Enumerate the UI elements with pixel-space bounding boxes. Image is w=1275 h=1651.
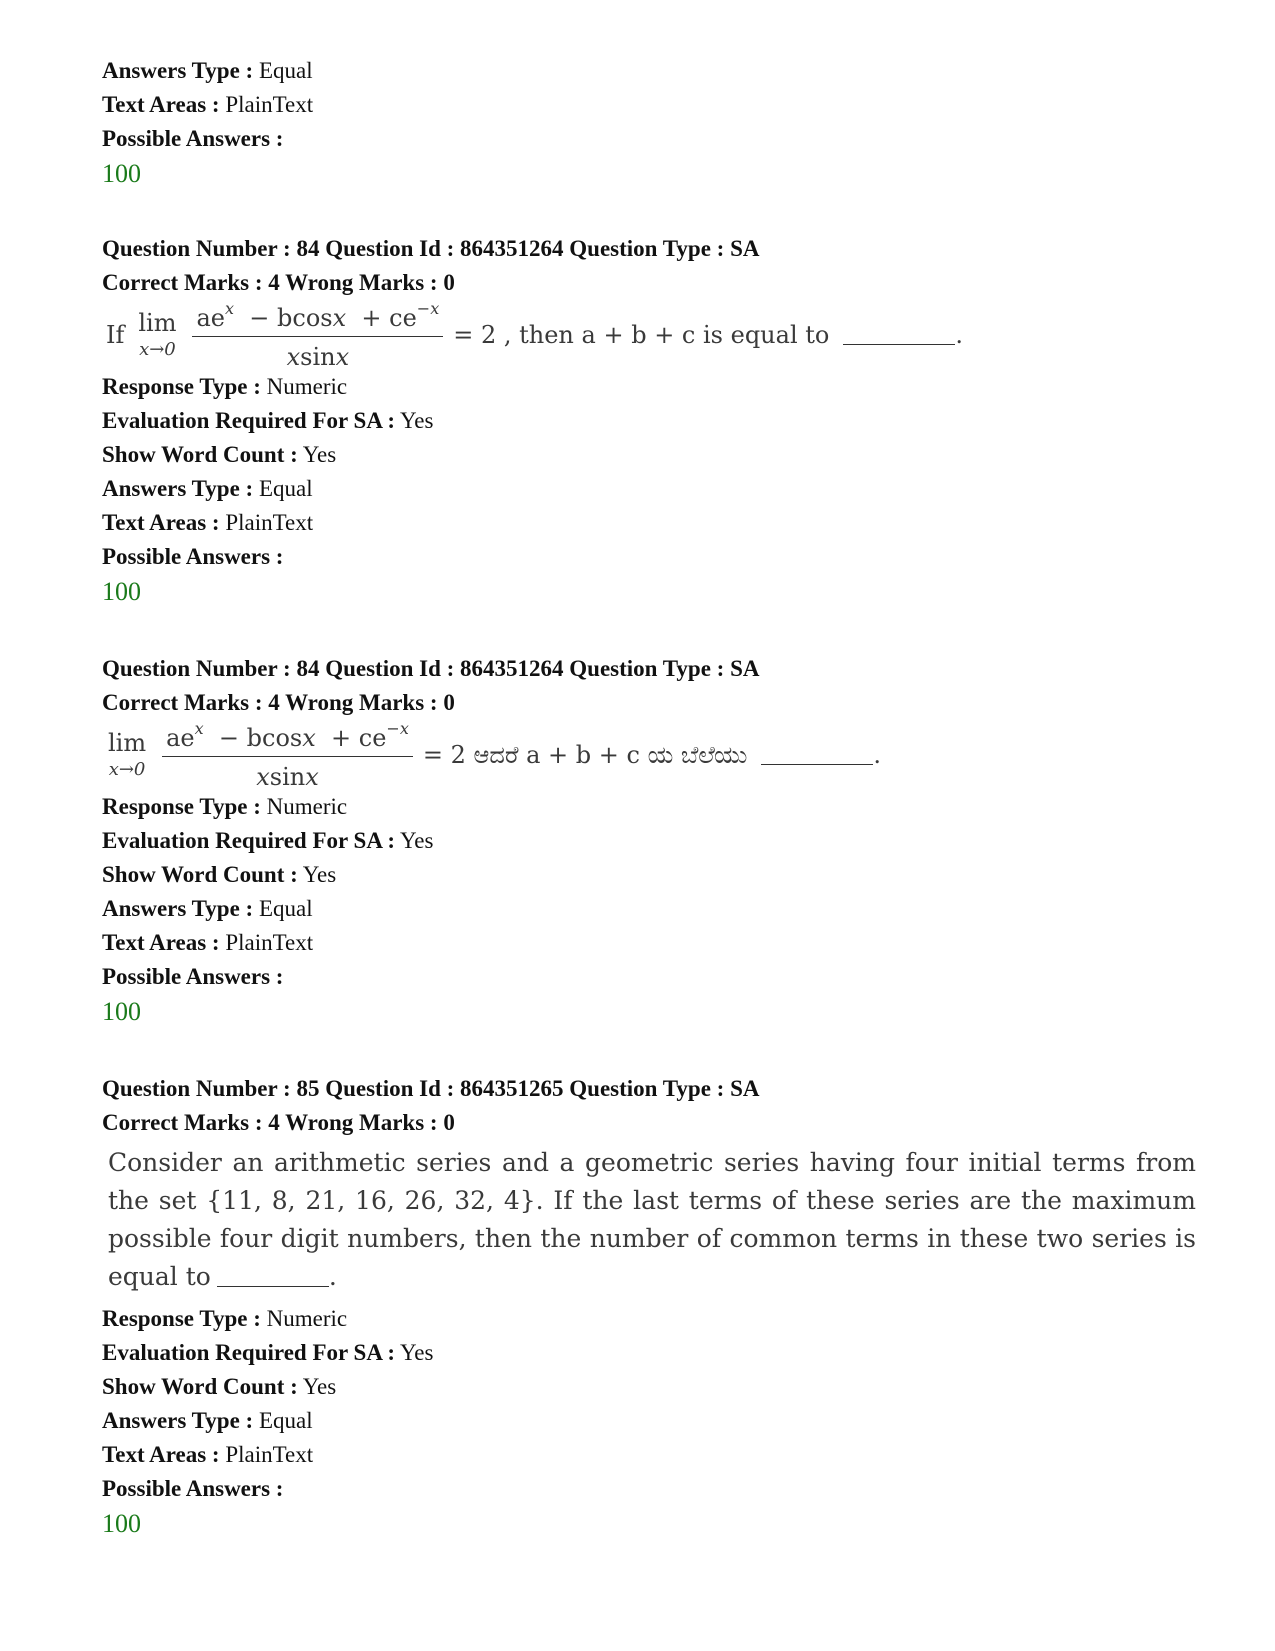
question-marks: Correct Marks : 4 Wrong Marks : 0 <box>102 1110 455 1135</box>
fraction-numerator: $ae^x - bcosx + ce^{-x}$ <box>192 299 443 337</box>
text-areas-row: Text Areas : PlainText <box>102 1442 314 1467</box>
possible-answers-label: Possible Answers : <box>102 544 284 569</box>
stem-tail: = 2 ಆದರೆ a + b + c ಯ ಬೆಲೆಯು <box>422 741 748 769</box>
word-count-row: Show Word Count : Yes <box>102 1374 337 1399</box>
question-stem-image: Consider an arithmetic series and a geometric series having four initial terms from the set {11, 8, 21, 16, 26, 32, 4}. If the last terms of these series are the maximum possible four digit numbers, then the number of common terms in these two series is equal to . <box>108 1148 1196 1291</box>
fraction-denominator: xsinx <box>256 763 319 791</box>
evaluation-row: Evaluation Required For SA : Yes <box>102 408 434 433</box>
text-areas-row: Text Areas : PlainText <box>102 92 314 117</box>
question-header: Question Number : 84 Question Id : 864351264 Question Type : SA <box>102 656 760 681</box>
possible-answer-value: 100 <box>102 997 141 1026</box>
answers-type-row: Answers Type : Equal <box>102 896 313 921</box>
text-areas-row: Text Areas : PlainText <box>102 930 314 955</box>
question-stem-image: If lim x→0 $\frac{ae^x - bcosx + ce^{-x}}{xsinx}$ = 2 , then a + b + c is equal to . <box>106 299 963 371</box>
stem-prefix: If <box>106 321 125 349</box>
answers-type-row: Answers Type : Equal <box>102 1408 313 1433</box>
question-block <box>102 232 1202 610</box>
fraction-denominator: xsinx <box>286 343 350 371</box>
question-header: Question Number : 85 Question Id : 864351265 Question Type : SA <box>102 1076 760 1101</box>
question-header: Question Number : 84 Question Id : 864351264 Question Type : SA <box>102 236 760 261</box>
response-type-row: Response Type : Numeric <box>102 1306 348 1331</box>
answers-type-row: Answers Type : Equal <box>102 476 313 501</box>
word-count-row: Show Word Count : Yes <box>102 442 337 467</box>
response-type-row: Response Type : Numeric <box>102 374 348 399</box>
question-block <box>102 652 1202 1030</box>
fraction <box>192 299 443 371</box>
answer-blank <box>761 746 873 765</box>
answers-type-row: Answers Type : Equal <box>102 58 313 83</box>
evaluation-row: Evaluation Required For SA : Yes <box>102 828 434 853</box>
possible-answers-label: Possible Answers : <box>102 126 284 151</box>
possible-answers-label: Possible Answers : <box>102 1476 284 1501</box>
possible-answers-label: Possible Answers : <box>102 964 284 989</box>
text-areas-row: Text Areas : PlainText <box>102 510 314 535</box>
limit-operator: lim x→0 <box>138 309 177 360</box>
question-marks: Correct Marks : 4 Wrong Marks : 0 <box>102 270 455 295</box>
possible-answer-value: 100 <box>102 577 141 606</box>
word-count-row: Show Word Count : Yes <box>102 862 337 887</box>
limit-operator: lim x→0 <box>108 729 147 780</box>
answer-blank <box>843 326 955 345</box>
response-type-row: Response Type : Numeric <box>102 794 348 819</box>
stem-tail: = 2 , then a + b + c is equal to <box>453 321 830 349</box>
question-stem-image: lim x→0 $\frac{ae^x - bcosx + ce^{-x}}{xsinx}$ = 2 ಆದರೆ a + b + c ಯ ಬೆಲೆಯು . <box>108 719 882 791</box>
question-block <box>102 1072 1202 1542</box>
evaluation-row: Evaluation Required For SA : Yes <box>102 1340 434 1365</box>
possible-answer-value: 100 <box>102 159 141 188</box>
stem-text: Consider an arithmetic series and a geometric series having four initial terms from the set {11, 8, 21, 16, 26, 32, 4}. If the last terms of these series are the maximum possible four digit numbers, then the number of common terms in these two series is equal to <box>108 1148 1196 1291</box>
question-marks: Correct Marks : 4 Wrong Marks : 0 <box>102 690 455 715</box>
possible-answer-value: 100 <box>102 1509 141 1538</box>
top-fragment <box>102 54 1202 192</box>
document-page <box>102 54 1202 1542</box>
fraction-numerator: $ae^x - bcosx + ce^{-x}$ <box>162 719 413 757</box>
answer-blank <box>217 1268 329 1287</box>
fraction <box>162 719 413 791</box>
